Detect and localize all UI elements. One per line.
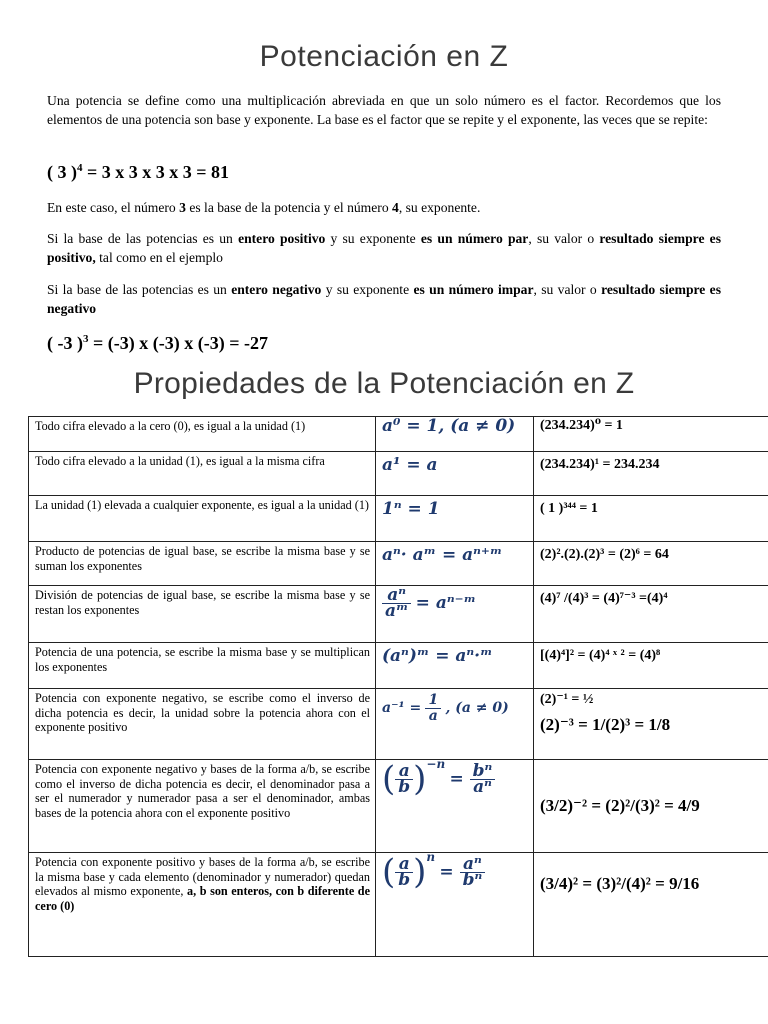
table-row — [29, 586, 768, 643]
property-example: (234.234)⁰ = 1 — [534, 417, 768, 452]
property-formula: ( $\frac{a}{b}$ )$^n$ = $\frac{\text{aⁿ}}{\text{bⁿ}}$ — [376, 853, 534, 957]
property-description: Producto de potencias de igual base, se escribe la misma base y se suman los exponentes — [29, 542, 376, 586]
example-equation-negative: ( -3 )$^3$ = (-3) x (-3) x (-3) = -27 — [47, 333, 268, 353]
property-formula: (aⁿ)ᵐ = aⁿ·ᵐ — [376, 643, 534, 689]
property-formula: 1ⁿ = 1 — [376, 496, 534, 542]
properties-table — [28, 416, 768, 957]
negative-rule-paragraph: Si la base de las potencias es un entero negativo y su exponente es un número impar, su valor o resultado siempre es negativo — [47, 282, 721, 316]
table-row — [29, 496, 768, 542]
table-row — [29, 417, 768, 452]
table-row — [29, 760, 768, 853]
positive-rule-paragraph: Si la base de las potencias es un entero positivo y su exponente es un número par, su valor o resultado siempre es positivo, tal como en el ejemplo — [47, 231, 721, 265]
property-example: (234.234)¹ = 234.234 — [534, 452, 768, 496]
property-description: Potencia con exponente positivo y bases de la forma a/b, se escribe la misma base y cada elemento (denominador y numerador) quedan elevados al mismo exponente, a, b son enteros, con b diferente de cero (0) — [29, 853, 376, 957]
property-formula: a¹ = a — [376, 452, 534, 496]
property-description: Todo cifra elevado a la cero (0), es igual a la unidad (1) — [29, 417, 376, 452]
table-row — [29, 853, 768, 957]
intro-paragraph: Una potencia se define como una multiplicación abreviada en que un solo número es el factor. Recordemos que los elementos de una potencia son base y exponente. La base es el factor que se repite y el exponente, las veces que se repite: — [47, 93, 721, 127]
property-description: División de potencias de igual base, se escribe la misma base y se restan los exponentes — [29, 586, 376, 643]
base-exponent-paragraph: En este caso, el número 3 es la base de la potencia y el número 4, su exponente. — [47, 200, 481, 215]
property-example: (2)⁻¹ = ½ (2)⁻³ = 1/(2)³ = 1/8 — [534, 689, 768, 760]
property-formula: aⁿ· aᵐ = aⁿ⁺ᵐ — [376, 542, 534, 586]
property-example: (3/4)² = (3)²/(4)² = 9/16 — [534, 853, 768, 957]
property-formula: $\frac{\text{aⁿ}}{\text{aᵐ}}$ = aⁿ⁻ᵐ — [376, 586, 534, 643]
page-title: Potenciación en Z — [259, 40, 509, 73]
property-description: Potencia de una potencia, se escribe la misma base y se multiplican los exponentes — [29, 643, 376, 689]
property-description: Todo cifra elevado a la unidad (1), es igual a la misma cifra — [29, 452, 376, 496]
property-example: (2)².(2).(2)³ = (2)⁶ = 64 — [534, 542, 768, 586]
example-equation-positive: ( 3 )$^4$ = 3 x 3 x 3 x 3 = 81 — [47, 162, 230, 182]
property-formula: a⁻¹ = $\frac{1}{a}$ , (a ≠ 0) — [376, 689, 534, 760]
property-example: ( 1 )³⁴⁴ = 1 — [534, 496, 768, 542]
property-description: Potencia con exponente negativo y bases de la forma a/b, se escribe como el inverso de dicha potencia es decir, el denominador pasa a ser el numerador y numerador pasa a ser el denominador, ambas bases de la potencia ahora con el exponente positivo — [29, 760, 376, 853]
table-row — [29, 643, 768, 689]
property-formula: ( $\frac{a}{b}$ )$^{-n}$ = $\frac{\text{bⁿ}}{\text{aⁿ}}$ — [376, 760, 534, 853]
properties-title: Propiedades de la Potenciación en Z — [133, 367, 635, 400]
property-example: (3/2)⁻² = (2)²/(3)² = 4/9 — [534, 760, 768, 853]
table-row — [29, 452, 768, 496]
property-example: [(4)⁴]² = (4)⁴ ˣ ² = (4)⁸ — [534, 643, 768, 689]
property-formula: a⁰ = 1, (a ≠ 0) — [376, 417, 534, 452]
table-row — [29, 689, 768, 760]
table-row — [29, 542, 768, 586]
property-example: (4)⁷ /(4)³ = (4)⁷⁻³ =(4)⁴ — [534, 586, 768, 643]
property-description: Potencia con exponente negativo, se escribe como el inverso de dicha potencia es decir, la unidad sobre la potencia ahora con el exponente positivo — [29, 689, 376, 760]
property-description: La unidad (1) elevada a cualquier exponente, es igual a la unidad (1) — [29, 496, 376, 542]
